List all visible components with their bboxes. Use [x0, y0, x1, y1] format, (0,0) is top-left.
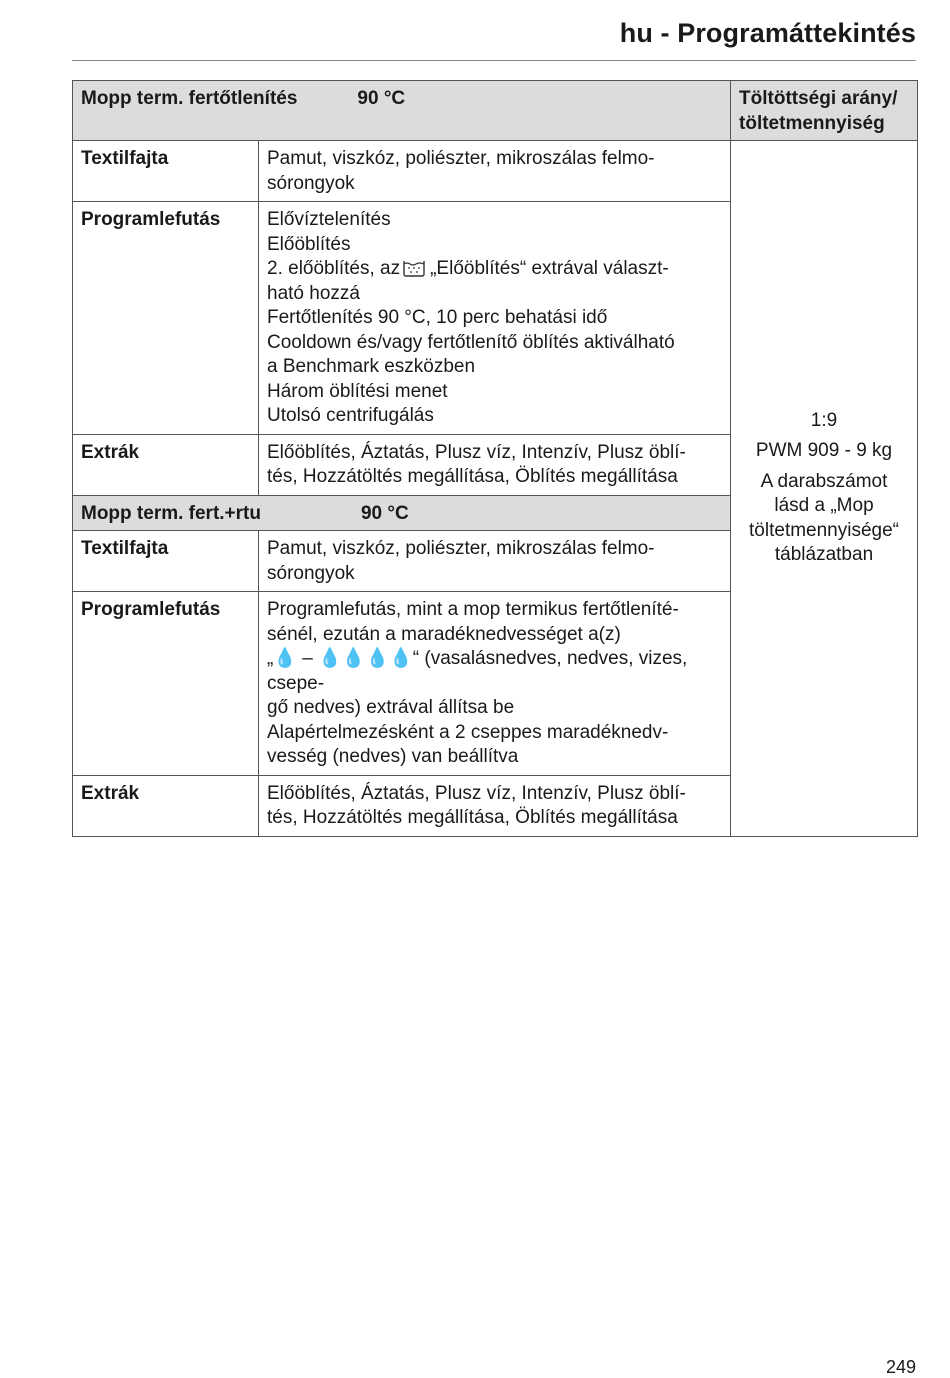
- program2-temp: 90 °C: [360, 502, 409, 524]
- load-ratio: 1:9: [810, 409, 838, 431]
- program1-header: [73, 81, 731, 141]
- run-step: Elővíztelenítés: [267, 209, 391, 230]
- program1-name: Mopp term. fertőtlenítés: [81, 88, 298, 109]
- load-ratio-header: Töltöttségi arány/ töltetmennyiség: [731, 81, 918, 141]
- run-step: Fertőtlenítés 90 °C, 10 perc behatási idő: [267, 307, 608, 328]
- run-step: „💧 – 💧💧💧💧“ (vasalásnedves, nedves, vizes, csepe- gő nedves) extrával állítsa be: [267, 648, 688, 718]
- page-title: hu - Programáttekintés: [619, 18, 916, 48]
- program1-extras-label: Extrák: [73, 434, 259, 495]
- program2-run-label: Programlefutás: [73, 592, 259, 776]
- run-step: Három öblítési menet: [267, 380, 448, 402]
- program1-temp: 90 °C: [357, 88, 406, 109]
- load-ratio-cell: [731, 141, 918, 837]
- drops-icon: 💧💧💧💧: [318, 648, 413, 669]
- program2-extras-value: Előöblítés, Áztatás, Plusz víz, Intenzív, Plusz öblí- tés, Hozzátöltés megállítása, Öblítés megállítása: [259, 775, 731, 836]
- program2-run-value: [259, 592, 731, 776]
- program2-textil-value: Pamut, viszkóz, poliészter, mikroszálas felmo- sórongyok: [259, 531, 731, 592]
- program1-textil-value: Pamut, viszkóz, poliészter, mikroszálas felmo- sórongyok: [259, 141, 731, 202]
- header-divider: [72, 60, 916, 61]
- program2-name: Mopp term. fert.+rtu: [81, 502, 261, 524]
- program1-extras-value: Előöblítés, Áztatás, Plusz víz, Intenzív, Plusz öblí- tés, Hozzátöltés megállítása, Öblítés megállítása: [259, 434, 731, 495]
- run-step: Programlefutás, mint a mop termikus fertőtleníté- sénél, ezután a maradéknedvességet a(z): [267, 599, 679, 645]
- program2-textil-label: Textilfajta: [73, 531, 259, 592]
- run-step: Előöblítés: [267, 233, 351, 255]
- program-table: [72, 80, 918, 837]
- page-number: 249: [885, 1357, 916, 1377]
- run-step: 2. előöblítés, az „Előöblítés“ extrával választ- ható hozzá: [267, 258, 669, 304]
- prewash-tub-icon: [402, 259, 426, 277]
- run-step: Cooldown és/vagy fertőtlenítő öblítés aktiválható a Benchmark eszközben: [267, 331, 675, 377]
- program1-run-value: [259, 202, 731, 435]
- run-step: Alapértelmezésként a 2 cseppes maradéknedv- vesség (nedves) van beállítva: [267, 721, 669, 767]
- program1-run-label: Programlefutás: [73, 202, 259, 435]
- program2-extras-label: Extrák: [73, 775, 259, 836]
- machine-model: PWM 909 - 9 kg: [755, 440, 893, 462]
- run-step: Utolsó centrifugálás: [267, 405, 434, 426]
- program1-textil-label: Textilfajta: [73, 141, 259, 202]
- program2-header: [73, 495, 731, 531]
- load-note: A darabszámot lásd a „Mop töltetmennyisége“ táblázatban: [749, 470, 899, 566]
- drop-icon: 💧: [273, 648, 297, 669]
